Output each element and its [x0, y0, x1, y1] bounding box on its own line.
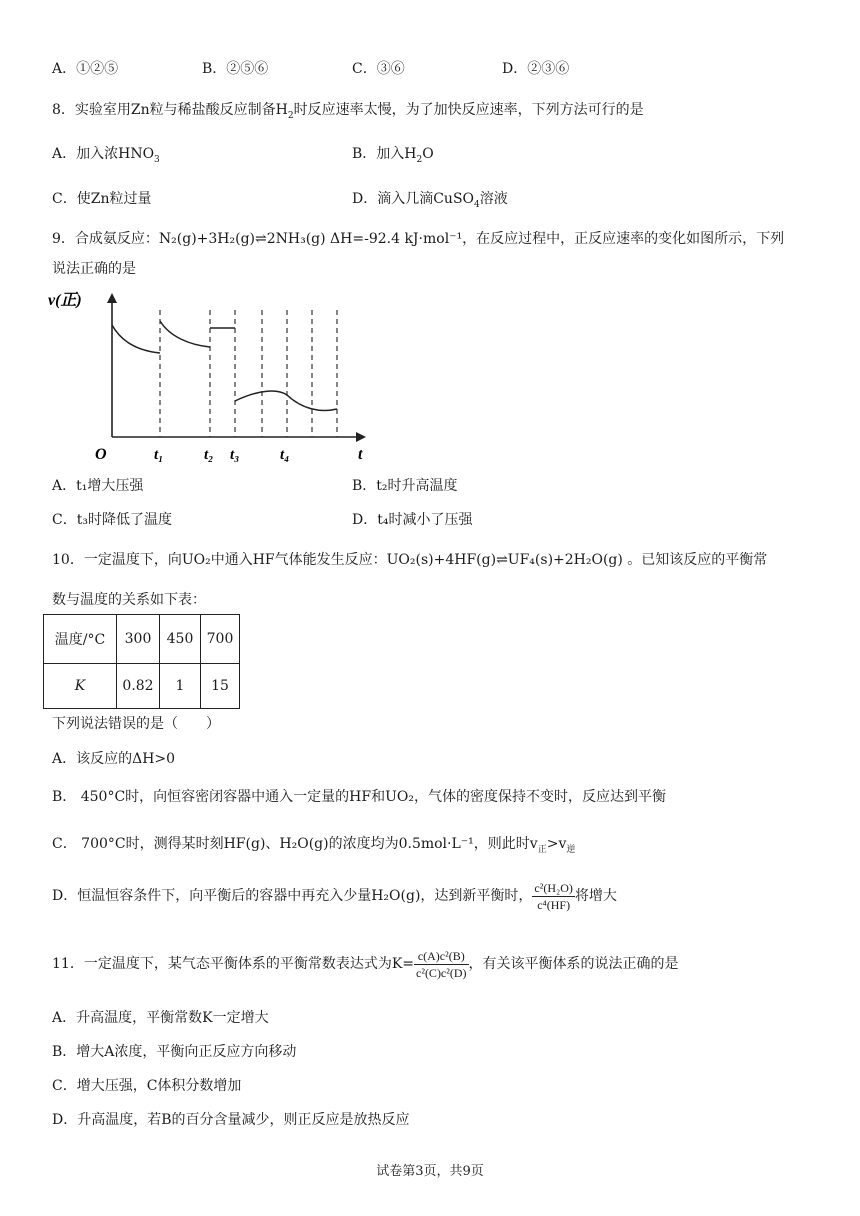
q10-stem-line1: 10．一定温度下，向UO₂中通入HF气体能发生反应：UO₂(s)+4HF(g)⇌UF₄(s)+2H₂O(g) 。已知该反应的平衡常 [52, 552, 768, 568]
equilibrium-constant-table [43, 614, 240, 709]
q7-option-c: C．③⑥ [352, 61, 405, 77]
table-cell: 300 [117, 615, 160, 664]
q8-option-a: A．加入浓$HNO_3$ [52, 146, 160, 165]
table-cell: 0.82 [117, 664, 160, 709]
q9-option-a: A．t₁增大压强 [52, 478, 144, 494]
chart-origin: O [95, 446, 107, 463]
chart-ylabel: v(正) [48, 292, 82, 309]
table-cell: 1 [160, 664, 201, 709]
q8-option-b: B．加入$H_2O$ [352, 146, 434, 165]
q11-option-a: A．升高温度，平衡常数K一定增大 [52, 1010, 269, 1026]
chart-xlabel: t [358, 446, 363, 463]
q8-stem: 8．实验室用Zn粒与稀盐酸反应制备$H_2$时反应速率太慢，为了加快反应速率，下列方法可行的是 [52, 102, 644, 121]
rate-curve-2 [160, 321, 210, 347]
q10-fraction: $\frac{\text{c²(H₂O)}}{\text{c⁴(HF)}}$ [534, 880, 573, 912]
q9-stem-line2: 说法正确的是 [52, 261, 136, 277]
q11-option-b: B．增大A浓度，平衡向正反应方向移动 [52, 1044, 297, 1060]
q10-stem-line2: 数与温度的关系如下表： [52, 592, 206, 608]
table-cell: 温度/°C [44, 615, 117, 664]
q10-option-d: D．恒温恒容条件下，向平衡后的容器中再充入少量H₂O(g)，达到新平衡时， $\frac{\text{c²(H₂O)}}{\text{c⁴(HF)}}$ 将增大 [52, 880, 617, 912]
q8-option-c: C．使Zn粒过量 [52, 191, 152, 207]
table-cell: 15 [201, 664, 240, 709]
q11-option-d: D．升高温度，若B的百分含量减少，则正反应是放热反应 [52, 1112, 410, 1128]
page-footer: 试卷第3页，共9页 [376, 1164, 484, 1179]
tick-label-t4: t₄ [280, 447, 290, 463]
tick-label-t2: t₂ [204, 447, 214, 463]
q8-option-d: D．滴入几滴CuSO$_4$溶液 [352, 191, 508, 210]
x-axis-arrow [356, 432, 366, 442]
tick-label-t3: t₃ [230, 447, 240, 463]
q10-ask: 下列说法错误的是（ ） [52, 716, 220, 732]
q10-option-c: C． 700°C时，测得某时刻HF(g)、H₂O(g)的浓度均为0.5mol·L⁻¹，则此时$v_正>v_逆$ [52, 836, 576, 855]
table-cell: 450 [160, 615, 201, 664]
q10-option-b: B． 450°C时，向恒容密闭容器中通入一定量的HF和UO₂，气体的密度保持不变时，反应达到平衡 [52, 789, 666, 805]
q11-option-c: C．增大压强，C体积分数增加 [52, 1078, 242, 1094]
q7-option-a: A．①②⑤ [52, 61, 119, 77]
table-cell: 700 [201, 615, 240, 664]
tick-label-t1: t₁ [154, 447, 164, 463]
table-row [44, 664, 240, 709]
q10-option-a: A．该反应的ΔH>0 [52, 751, 176, 767]
y-axis-arrow [107, 293, 117, 303]
rate-curve-1 [112, 325, 160, 353]
q7-option-d: D．②③⑥ [502, 61, 570, 77]
q9-stem-line1: 9．合成氨反应：N₂(g)+3H₂(g)⇌2NH₃(g) ΔH=-92.4 kJ·mol⁻¹，在反应过程中，正反应速率的变化如图所示，下列 [52, 231, 785, 247]
rate-time-chart [40, 285, 380, 465]
q11-stem: 11．一定温度下，某气态平衡体系的平衡常数表达式为K= $\frac{\text{c(A)c²(B)}}{\text{c²(C)c²(D)}}$ ，有关该平衡体系的说法正确的是 [52, 948, 679, 980]
q9-option-b: B．t₂时升高温度 [352, 478, 458, 494]
q9-option-c: C．t₃时降低了温度 [52, 512, 172, 528]
q9-option-d: D．t₄时减小了压强 [352, 512, 473, 528]
q7-option-b: B．②⑤⑥ [202, 61, 269, 77]
table-row [44, 615, 240, 664]
q11-fraction: $\frac{\text{c(A)c²(B)}}{\text{c²(C)c²(D)}}$ [416, 948, 467, 980]
table-cell: K [44, 664, 117, 709]
rate-curve-4 [235, 391, 287, 401]
